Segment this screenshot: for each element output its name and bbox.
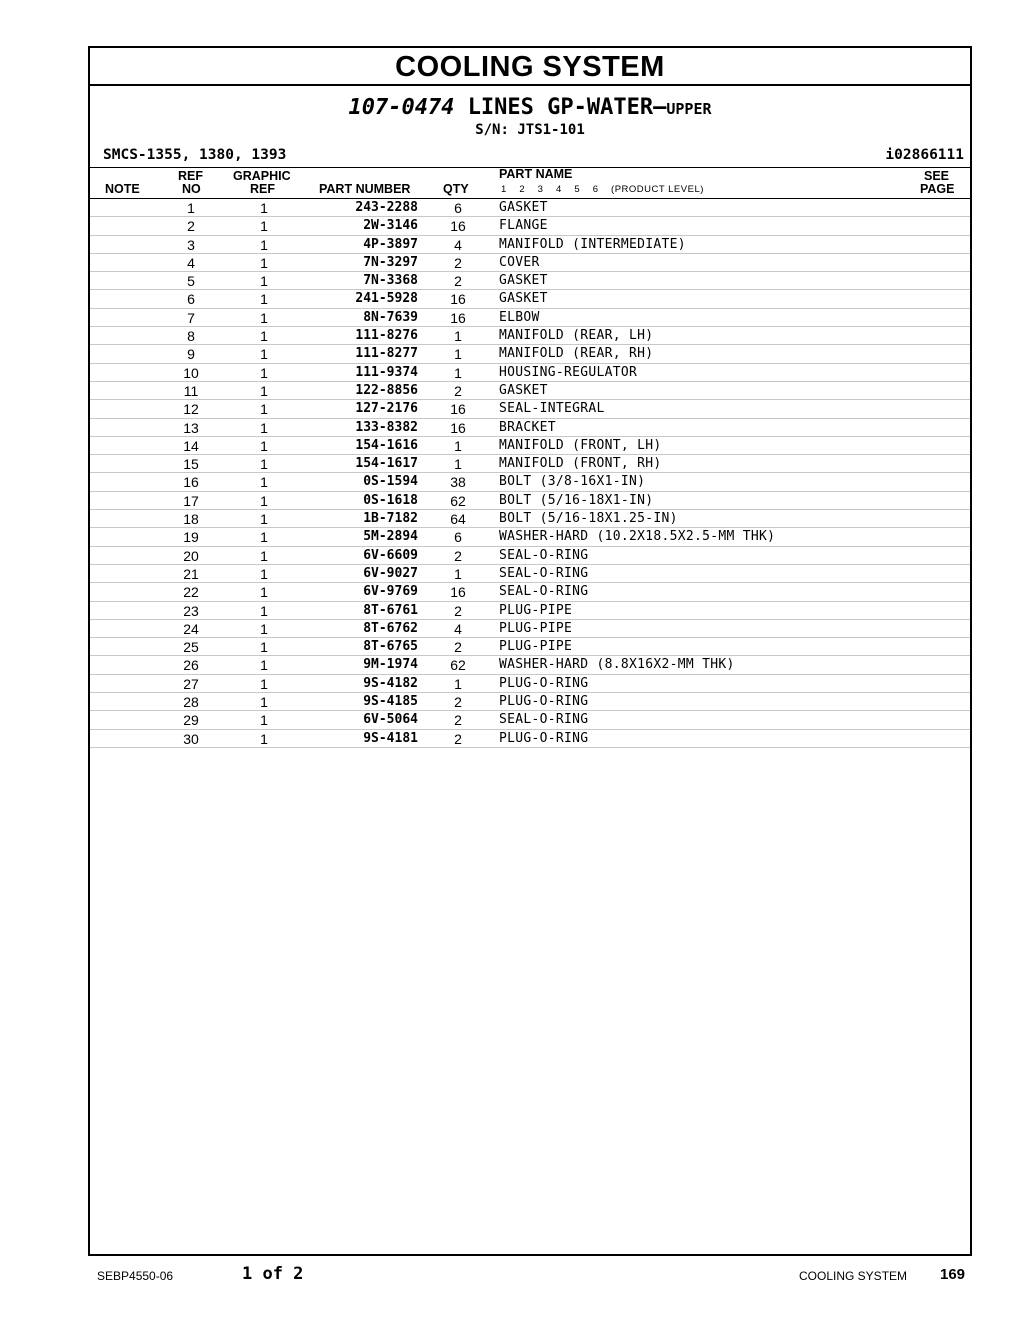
- part-number-cell: 1B-7182: [363, 511, 418, 527]
- table-row: [90, 492, 970, 510]
- part-number-cell: 6V-6609: [363, 547, 418, 563]
- ref-no-cell: 23: [183, 602, 199, 619]
- part-name-cell: ELBOW: [499, 309, 540, 325]
- graphic-ref-cell: 1: [260, 254, 268, 271]
- part-number-cell: 111-9374: [355, 364, 418, 380]
- header-graphic-bottom: REF: [250, 182, 275, 196]
- part-name-cell: GASKET: [499, 291, 548, 307]
- graphic-ref-cell: 1: [260, 694, 268, 711]
- part-name-cell: SEAL-O-RING: [499, 712, 589, 728]
- qty-cell: 2: [454, 382, 462, 399]
- part-number-cell: 8T-6765: [363, 639, 418, 655]
- part-name-cell: MANIFOLD (REAR, LH): [499, 328, 654, 344]
- part-name-cell: HOUSING-REGULATOR: [499, 364, 638, 380]
- header-ref-bottom: NO: [182, 182, 201, 196]
- graphic-ref-cell: 1: [260, 218, 268, 235]
- ref-no-cell: 1: [187, 200, 195, 216]
- table-row: [90, 400, 970, 418]
- graphic-ref-cell: 1: [260, 547, 268, 564]
- graphic-ref-cell: 1: [260, 401, 268, 418]
- parts-page-frame: [88, 46, 972, 1256]
- qty-cell: 6: [454, 200, 462, 216]
- part-name-cell: GASKET: [499, 200, 548, 215]
- graphic-ref-cell: 1: [260, 511, 268, 528]
- part-number-cell: 111-8277: [355, 346, 418, 362]
- part-number-cell: 241-5928: [355, 291, 418, 307]
- table-row: [90, 730, 970, 748]
- footer-document-number: SEBP4550-06: [97, 1269, 174, 1283]
- serial-number: S/N: JTS1-101: [475, 122, 585, 138]
- part-name-cell: BRACKET: [499, 419, 556, 435]
- qty-cell: 38: [450, 474, 466, 491]
- part-name-cell: FLANGE: [499, 218, 548, 234]
- graphic-ref-cell: 1: [260, 291, 268, 308]
- ref-no-cell: 30: [183, 730, 199, 747]
- qty-cell: 2: [454, 712, 462, 729]
- ref-no-cell: 15: [183, 456, 199, 473]
- ref-no-cell: 11: [183, 382, 199, 399]
- page-footer: [0, 1260, 1020, 1290]
- ref-no-cell: 12: [183, 401, 199, 418]
- table-row: [90, 675, 970, 693]
- ref-no-cell: 6: [187, 291, 195, 308]
- qty-cell: 62: [450, 492, 466, 509]
- table-row: [90, 711, 970, 729]
- qty-cell: 64: [450, 511, 466, 528]
- ref-no-cell: 17: [183, 492, 199, 509]
- qty-cell: 2: [454, 639, 462, 656]
- qty-cell: 2: [454, 273, 462, 290]
- graphic-ref-cell: 1: [260, 419, 268, 436]
- qty-cell: 1: [454, 346, 462, 363]
- graphic-ref-cell: 1: [260, 456, 268, 473]
- table-row: [90, 473, 970, 491]
- ref-no-cell: 21: [183, 565, 199, 582]
- table-row: [90, 547, 970, 565]
- graphic-ref-cell: 1: [260, 492, 268, 509]
- ref-no-cell: 2: [187, 218, 195, 235]
- ref-no-cell: 25: [183, 639, 199, 656]
- header-note: NOTE: [105, 182, 140, 196]
- graphic-ref-cell: 1: [260, 273, 268, 290]
- ref-no-cell: 10: [183, 364, 199, 381]
- qty-cell: 16: [450, 218, 466, 235]
- part-name-cell: SEAL-O-RING: [499, 565, 589, 581]
- table-row: [90, 199, 970, 217]
- qty-cell: 62: [450, 657, 466, 674]
- footer-page-number: 169: [940, 1266, 966, 1283]
- footer-page-count: 1 of 2: [242, 1264, 304, 1284]
- ref-no-cell: 8: [187, 328, 195, 345]
- group-name: LINES GP-WATER: [467, 95, 654, 120]
- table-row: [90, 382, 970, 400]
- smcs-row: [90, 145, 970, 167]
- graphic-ref-cell: 1: [260, 730, 268, 747]
- qty-cell: 1: [454, 328, 462, 345]
- table-row: [90, 419, 970, 437]
- graphic-ref-cell: 1: [260, 309, 268, 326]
- part-number-cell: 2W-3146: [363, 218, 418, 234]
- part-name-cell: MANIFOLD (REAR, RH): [499, 346, 654, 362]
- table-row: [90, 638, 970, 656]
- ref-no-cell: 28: [183, 694, 199, 711]
- part-number-cell: 9S-4181: [363, 730, 418, 746]
- group-title: [90, 95, 970, 121]
- qty-cell: 1: [454, 364, 462, 381]
- qty-cell: 6: [454, 529, 462, 546]
- table-row: [90, 236, 970, 254]
- qty-cell: 2: [454, 547, 462, 564]
- qty-cell: 2: [454, 730, 462, 747]
- ref-no-cell: 4: [187, 254, 195, 271]
- part-name-cell: GASKET: [499, 273, 548, 289]
- graphic-ref-cell: 1: [260, 328, 268, 345]
- part-number-cell: 5M-2894: [363, 529, 418, 545]
- part-name-cell: WASHER-HARD (10.2X18.5X2.5-MM THK): [499, 529, 776, 545]
- part-number-cell: 122-8856: [355, 382, 418, 398]
- part-name-cell: BOLT (5/16-18X1.25-IN): [499, 511, 678, 527]
- part-name-cell: MANIFOLD (INTERMEDIATE): [499, 236, 686, 252]
- ref-no-cell: 5: [187, 273, 195, 290]
- qty-cell: 2: [454, 694, 462, 711]
- part-number-cell: 6V-9027: [363, 565, 418, 581]
- table-row: [90, 364, 970, 382]
- qty-cell: 1: [454, 456, 462, 473]
- header-qty: QTY: [443, 182, 469, 196]
- qty-cell: 1: [454, 675, 462, 692]
- table-row: [90, 583, 970, 601]
- qty-cell: 1: [454, 437, 462, 454]
- part-name-cell: SEAL-O-RING: [499, 584, 589, 600]
- part-number-cell: 127-2176: [355, 401, 418, 417]
- graphic-ref-cell: 1: [260, 602, 268, 619]
- part-name-cell: SEAL-INTEGRAL: [499, 401, 605, 417]
- qty-cell: 4: [454, 620, 462, 637]
- qty-cell: 16: [450, 584, 466, 601]
- part-number-cell: 0S-1594: [363, 474, 418, 490]
- ref-no-cell: 7: [187, 309, 195, 326]
- part-number-cell: 154-1616: [355, 437, 418, 453]
- part-number-cell: 7N-3297: [363, 254, 418, 270]
- part-number-cell: 9S-4185: [363, 694, 418, 710]
- group-part-number: 107-0474: [348, 95, 455, 120]
- ref-no-cell: 20: [183, 547, 199, 564]
- part-name-cell: PLUG-PIPE: [499, 620, 573, 636]
- table-row: [90, 217, 970, 235]
- section-title: COOLING SYSTEM: [90, 48, 970, 86]
- graphic-ref-cell: 1: [260, 364, 268, 381]
- table-row: [90, 510, 970, 528]
- header-part-number: PART NUMBER: [319, 182, 411, 196]
- graphic-ref-cell: 1: [260, 639, 268, 656]
- graphic-ref-cell: 1: [260, 236, 268, 253]
- part-name-cell: PLUG-O-RING: [499, 730, 589, 746]
- ref-no-cell: 3: [187, 236, 195, 253]
- part-number-cell: 8T-6762: [363, 620, 418, 636]
- ref-no-cell: 9: [187, 346, 195, 363]
- ref-no-cell: 24: [183, 620, 199, 637]
- table-row: [90, 437, 970, 455]
- part-number-cell: 4P-3897: [363, 236, 418, 252]
- table-row: [90, 656, 970, 674]
- qty-cell: 16: [450, 419, 466, 436]
- table-row: [90, 528, 970, 546]
- part-name-cell: PLUG-O-RING: [499, 675, 589, 691]
- parts-list: [90, 199, 970, 748]
- part-name-cell: MANIFOLD (FRONT, RH): [499, 456, 662, 472]
- table-row: [90, 272, 970, 290]
- qty-cell: 2: [454, 602, 462, 619]
- qty-cell: 2: [454, 254, 462, 271]
- part-number-cell: 9M-1974: [363, 657, 418, 673]
- part-number-cell: 6V-9769: [363, 584, 418, 600]
- ref-no-cell: 26: [183, 657, 199, 674]
- table-row: [90, 327, 970, 345]
- footer-section: COOLING SYSTEM: [799, 1269, 908, 1283]
- graphic-ref-cell: 1: [260, 529, 268, 546]
- part-number-cell: 7N-3368: [363, 273, 418, 289]
- part-number-cell: 8N-7639: [363, 309, 418, 325]
- part-name-cell: BOLT (3/8-16X1-IN): [499, 474, 646, 490]
- table-row: [90, 290, 970, 308]
- table-row: [90, 620, 970, 638]
- table-row: [90, 254, 970, 272]
- table-row: [90, 693, 970, 711]
- graphic-ref-cell: 1: [260, 382, 268, 399]
- header-see-bottom: PAGE: [920, 182, 955, 196]
- graphic-ref-cell: 1: [260, 200, 268, 216]
- qty-cell: 1: [454, 565, 462, 582]
- qty-cell: 16: [450, 401, 466, 418]
- graphic-ref-cell: 1: [260, 675, 268, 692]
- header-product-level: 1 2 3 4 5 6 (PRODUCT LEVEL): [501, 184, 704, 195]
- ref-no-cell: 16: [183, 474, 199, 491]
- part-name-cell: SEAL-O-RING: [499, 547, 589, 563]
- part-number-cell: 9S-4182: [363, 675, 418, 691]
- table-row: [90, 455, 970, 473]
- graphic-ref-cell: 1: [260, 474, 268, 491]
- qty-cell: 4: [454, 236, 462, 253]
- ref-no-cell: 22: [183, 584, 199, 601]
- part-name-cell: PLUG-O-RING: [499, 694, 589, 710]
- graphic-ref-cell: 1: [260, 584, 268, 601]
- table-row: [90, 309, 970, 327]
- header-graphic-top: GRAPHIC: [233, 169, 291, 183]
- part-number-cell: 154-1617: [355, 456, 418, 472]
- illustration-id: i02866111: [885, 147, 964, 163]
- part-number-cell: 8T-6761: [363, 602, 418, 618]
- qty-cell: 16: [450, 291, 466, 308]
- header-see-top: SEE: [924, 169, 950, 183]
- table-row: [90, 345, 970, 363]
- part-name-cell: PLUG-PIPE: [499, 602, 573, 618]
- part-name-cell: PLUG-PIPE: [499, 639, 573, 655]
- smcs-codes: SMCS-1355, 1380, 1393: [103, 147, 287, 163]
- group-suffix: UPPER: [666, 100, 712, 118]
- ref-no-cell: 27: [183, 675, 199, 692]
- ref-no-cell: 19: [183, 529, 199, 546]
- graphic-ref-cell: 1: [260, 437, 268, 454]
- part-number-cell: 133-8382: [355, 419, 418, 435]
- ref-no-cell: 13: [183, 419, 199, 436]
- header-part-name: PART NAME: [499, 167, 573, 181]
- qty-cell: 16: [450, 309, 466, 326]
- part-name-cell: BOLT (5/16-18X1-IN): [499, 492, 654, 508]
- part-number-cell: 243-2288: [355, 200, 418, 215]
- graphic-ref-cell: 1: [260, 712, 268, 729]
- graphic-ref-cell: 1: [260, 346, 268, 363]
- part-name-cell: GASKET: [499, 382, 548, 398]
- table-row: [90, 565, 970, 583]
- graphic-ref-cell: 1: [260, 565, 268, 582]
- part-name-cell: MANIFOLD (FRONT, LH): [499, 437, 662, 453]
- header-ref-top: REF: [178, 169, 203, 183]
- part-number-cell: 6V-5064: [363, 712, 418, 728]
- graphic-ref-cell: 1: [260, 620, 268, 637]
- group-dash: —: [653, 95, 667, 120]
- graphic-ref-cell: 1: [260, 657, 268, 674]
- ref-no-cell: 14: [183, 437, 199, 454]
- part-name-cell: WASHER-HARD (8.8X16X2-MM THK): [499, 657, 735, 673]
- part-name-cell: COVER: [499, 254, 540, 270]
- ref-no-cell: 18: [183, 511, 199, 528]
- ref-no-cell: 29: [183, 712, 199, 729]
- part-number-cell: 0S-1618: [363, 492, 418, 508]
- part-number-cell: 111-8276: [355, 328, 418, 344]
- table-row: [90, 602, 970, 620]
- table-header: [90, 167, 970, 199]
